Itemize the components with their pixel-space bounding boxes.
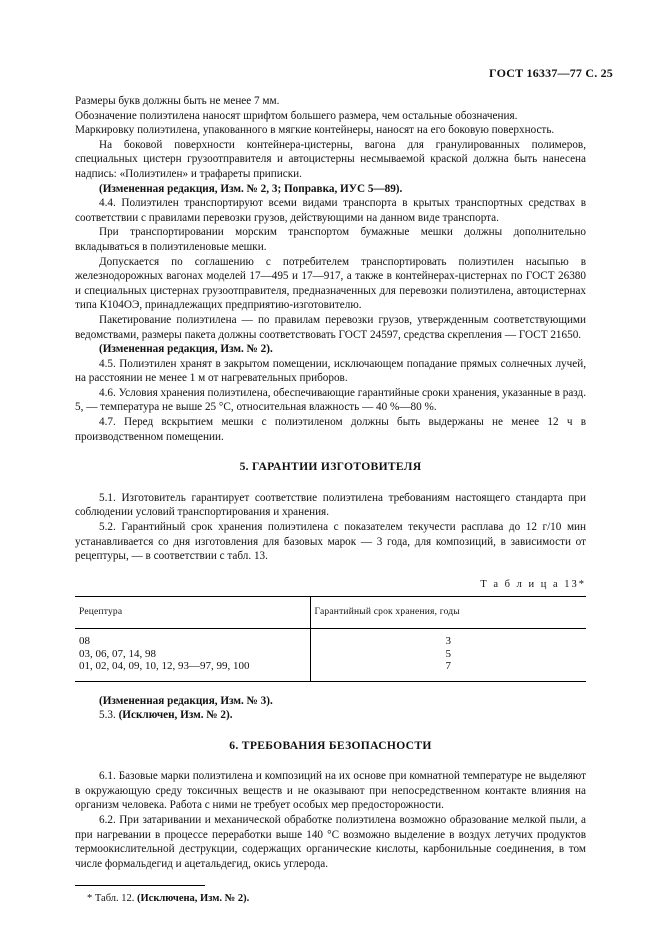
document-body — [75, 94, 586, 907]
clause-5-3 — [75, 708, 586, 723]
paragraph: Пакетирование полиэтилена — по правилам перевозки грузов, утвержденным соответствующими ведомствами, размеры пакета должны соответствовать ГОСТ 24597, средства скрепления — ГОСТ 21650. — [75, 313, 586, 341]
paragraph: Обозначение полиэтилена наносят шрифтом большего размера, чем остальные обозначения. — [75, 109, 518, 122]
table-row — [75, 648, 586, 661]
table-row — [75, 629, 586, 648]
table-header-shelf-life: Гарантийный срок хранения, годы — [310, 597, 586, 629]
footnote — [75, 892, 586, 907]
footnote-ref: * Табл. 12. — [87, 893, 138, 905]
clause-5-3-note: (Исключен, Изм. № 2). — [118, 709, 233, 722]
amendment-note: (Измененная редакция, Изм. № 3). — [99, 694, 273, 707]
table-cell-years: 5 — [445, 647, 452, 660]
clause-5-3-number: 5.3. — [99, 709, 119, 722]
paragraph: Маркировку полиэтилена, упакованного в мягкие контейнеры, наносят на его боковую поверхность. — [75, 124, 555, 137]
paragraph: (Измененная редакция, Изм. № 2, 3; Поправка, ИУС 5—89). — [99, 182, 403, 195]
section-6-paragraphs — [75, 769, 586, 871]
table-13 — [75, 596, 586, 681]
paragraph: 6.1. Базовые марки полиэтилена и композиций на их основе при комнатной температуре не выделяют в окружающую среду токсичных веществ и не оказывают при непосредственном контакте влияния на организм человека. Работа с ними не требует особых мер предосторожности. — [75, 770, 586, 812]
table-cell-years: 7 — [445, 660, 452, 672]
section-5-paragraphs — [75, 491, 586, 564]
page-header: ГОСТ 16337—77 С. 25 — [489, 66, 613, 80]
section-5-heading: 5. ГАРАНТИИ ИЗГОТОВИТЕЛЯ — [239, 460, 422, 474]
paragraph: 4.4. Полиэтилен транспортируют всеми видами транспорта в крытых транспортных средствах в соответствии с правилами перевозки грузов, действующими на данном виде транспорта. — [75, 197, 586, 224]
paragraph: (Измененная редакция, Изм. № 2). — [99, 343, 273, 356]
paragraph: 4.5. Полиэтилен хранят в закрытом помещении, исключающем попадание прямых солнечных лучей, на расстоянии не менее 1 м от нагревательных приборов. — [75, 357, 586, 385]
table-row — [75, 660, 586, 681]
table-cell-recipe: 03, 06, 07, 14, 98 — [75, 648, 310, 661]
table-cell-years: 3 — [445, 635, 452, 647]
table-cell-recipe: 01, 02, 04, 09, 10, 12, 93—97, 99, 100 — [75, 660, 310, 681]
table-13-caption: Т а б л и ц а 13* — [480, 578, 586, 590]
paragraph: Допускается по соглашению с потребителем транспортировать полиэтилен насыпью в железнодорожных вагонах моделей 17—495 и 17—917, а также в контейнерах-цистернах по ГОСТ 26380 и специальных цистернах грузоотправителя, предназначенных для перевозки полиэтилена, автоцистернах типа К104ОЭ, принадлежащих предприятию-изготовителю. — [75, 255, 586, 312]
top-paragraphs — [75, 94, 586, 444]
paragraph: 6.2. При затаривании и механической обработке полиэтилена возможно образование мелкой пыли, а при нагревании в процессе переработки выше 140 °С возможно выделение в воздух летучих продуктов термоокислительной деструкции, содержащих органические кислоты, карбонильные соединения, в том числе формальдегид и ацетальдегид, окись углерода. — [75, 814, 586, 870]
paragraph: 4.6. Условия хранения полиэтилена, обеспечивающие гарантийные сроки хранения, указанные в разд. 5, — температура не выше 25 °С, относительная влажность — 40 %—80 %. — [75, 386, 586, 414]
paragraph: Размеры букв должны быть не менее 7 мм. — [75, 95, 280, 107]
footnote-divider — [75, 885, 205, 886]
section-6-heading: 6. ТРЕБОВАНИЯ БЕЗОПАСНОСТИ — [229, 738, 432, 752]
paragraph: При транспортировании морским транспортом бумажные мешки должны дополнительно вкладываться в полиэтиленовые мешки. — [75, 226, 586, 253]
paragraph: 5.2. Гарантийный срок хранения полиэтилена с показателем текучести расплава до 12 г/10 мин устанавливается со дня изготовления для базовых марок — 3 года, для композиций, в зависимости от рецептуры, — в соответствии с табл. 13. — [75, 521, 586, 563]
paragraph: На боковой поверхности контейнера-цистерны, вагона для гранулированных полимеров, специальных цистерн грузоотправителя и автоцистерны несмываемой краской должна быть нанесена надпись: «Полиэтилен» и трафареты приписки. — [75, 138, 586, 180]
paragraph: 5.1. Изготовитель гарантирует соответствие полиэтилена требованиям настоящего стандарта при соблюдении условий транспортирования и хранения. — [75, 491, 586, 519]
table-header-recipe: Рецептура — [75, 597, 310, 629]
table-cell-recipe: 08 — [75, 629, 310, 648]
footnote-note: (Исключена, Изм. № 2). — [137, 893, 250, 905]
paragraph: 4.7. Перед вскрытием мешки с полиэтиленом должны быть выдержаны не менее 12 ч в производственном помещении. — [75, 416, 586, 443]
